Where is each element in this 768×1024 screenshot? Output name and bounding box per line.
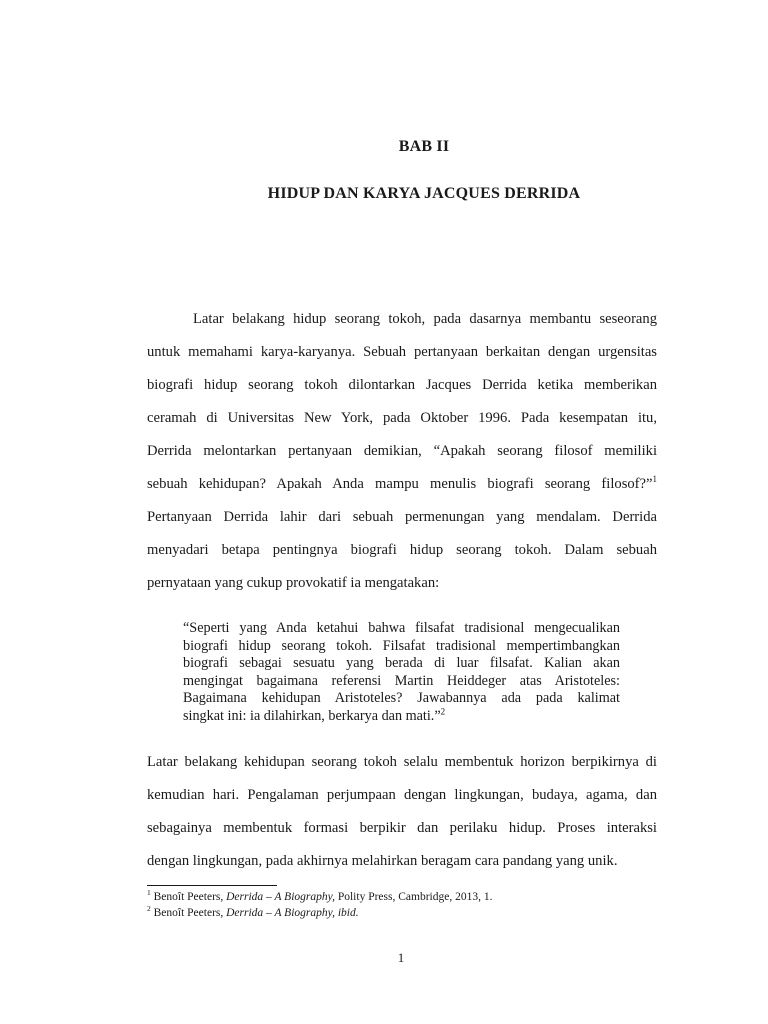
footnote-separator [147, 885, 277, 886]
body-paragraph-1 [147, 309, 657, 606]
footnote-ref-2[interactable]: 2 [440, 706, 446, 717]
body-paragraph-2 [147, 752, 657, 884]
quote-line: Bagaimana kehidupan Aristoteles? Jawabannya ada pada kalimat [183, 690, 620, 707]
footnotes [147, 890, 667, 921]
footnote-author: Benoît Peeters, [153, 891, 224, 903]
footnote-2 [147, 903, 667, 922]
paragraph-line: biografi hidup seorang tokoh dilontarkan Jacques Derrida ketika memberikan [147, 377, 657, 393]
paragraph-line: ceramah di Universitas New York, pada Oktober 1996. Pada kesempatan itu, [147, 410, 657, 426]
paragraph-line: Latar belakang hidup seorang tokoh, pada dasarnya membantu seseorang [193, 311, 657, 327]
paragraph-line: Latar belakang kehidupan seorang tokoh selalu membentuk horizon berpikirnya di [147, 754, 657, 770]
footnote-number: 1 [147, 888, 151, 898]
quote-line: “Seperti yang Anda ketahui bahwa filsafat tradisional mengecualikan [183, 620, 620, 636]
quote-line: biografi hidup seorang tokoh. Filsafat tradisional mempertimbangkan [183, 637, 620, 654]
chapter-title: HIDUP DAN KARYA JACQUES DERRIDA [267, 185, 581, 202]
paragraph-line: dengan lingkungan, pada akhirnya melahirkan beragam cara pandang yang unik. [147, 853, 618, 869]
quote-line-text: singkat ini: ia dilahirkan, berkarya dan mati.” [183, 707, 441, 724]
paragraph-line: Derrida melontarkan pertanyaan demikian, “Apakah seorang filosof memiliki [147, 443, 657, 459]
footnote-rest: Polity Press, Cambridge, 2013, 1. [337, 891, 493, 903]
paragraph-line: menyadari betapa pentingnya biografi hidup seorang tokoh. Dalam sebuah [147, 542, 657, 558]
paragraph-line: pernyataan yang cukup provokatif ia mengatakan: [147, 575, 440, 591]
paragraph-line-text: sebuah kehidupan? Apakah Anda mampu menulis biografi seorang filosof?” [147, 476, 653, 492]
footnote-author: Benoît Peeters, [153, 906, 224, 919]
paragraph-line: kemudian hari. Pengalaman perjumpaan dengan lingkungan, budaya, agama, dan [147, 787, 657, 803]
footnote-number: 2 [147, 903, 151, 913]
block-quote [183, 620, 620, 726]
footnote-title: Derrida – A Biography, [226, 891, 335, 903]
paragraph-line: Pertanyaan Derrida lahir dari sebuah permenungan yang mendalam. Derrida [147, 509, 657, 525]
quote-line: mengingat bagaimana referensi Martin Heiddeger atas Aristoteles: [183, 672, 620, 689]
quote-line: biografi sebagai sesuatu yang berada di luar filsafat. Kalian akan [183, 655, 620, 672]
footnote-1 [147, 890, 667, 906]
chapter-label: BAB II [398, 138, 450, 155]
paragraph-line: untuk memahami karya-karyanya. Sebuah pertanyaan berkaitan dengan urgensitas [147, 344, 657, 360]
footnote-title: Derrida – A Biography, ibid. [226, 906, 359, 919]
page-number: 1 [397, 950, 405, 965]
paragraph-line-with-ref [147, 474, 657, 507]
quote-line-with-ref [183, 708, 620, 726]
footnote-ref-1[interactable]: 1 [652, 474, 657, 485]
paragraph-line: sebagainya membentuk formasi berpikir dan perilaku hidup. Proses interaksi [147, 820, 657, 836]
